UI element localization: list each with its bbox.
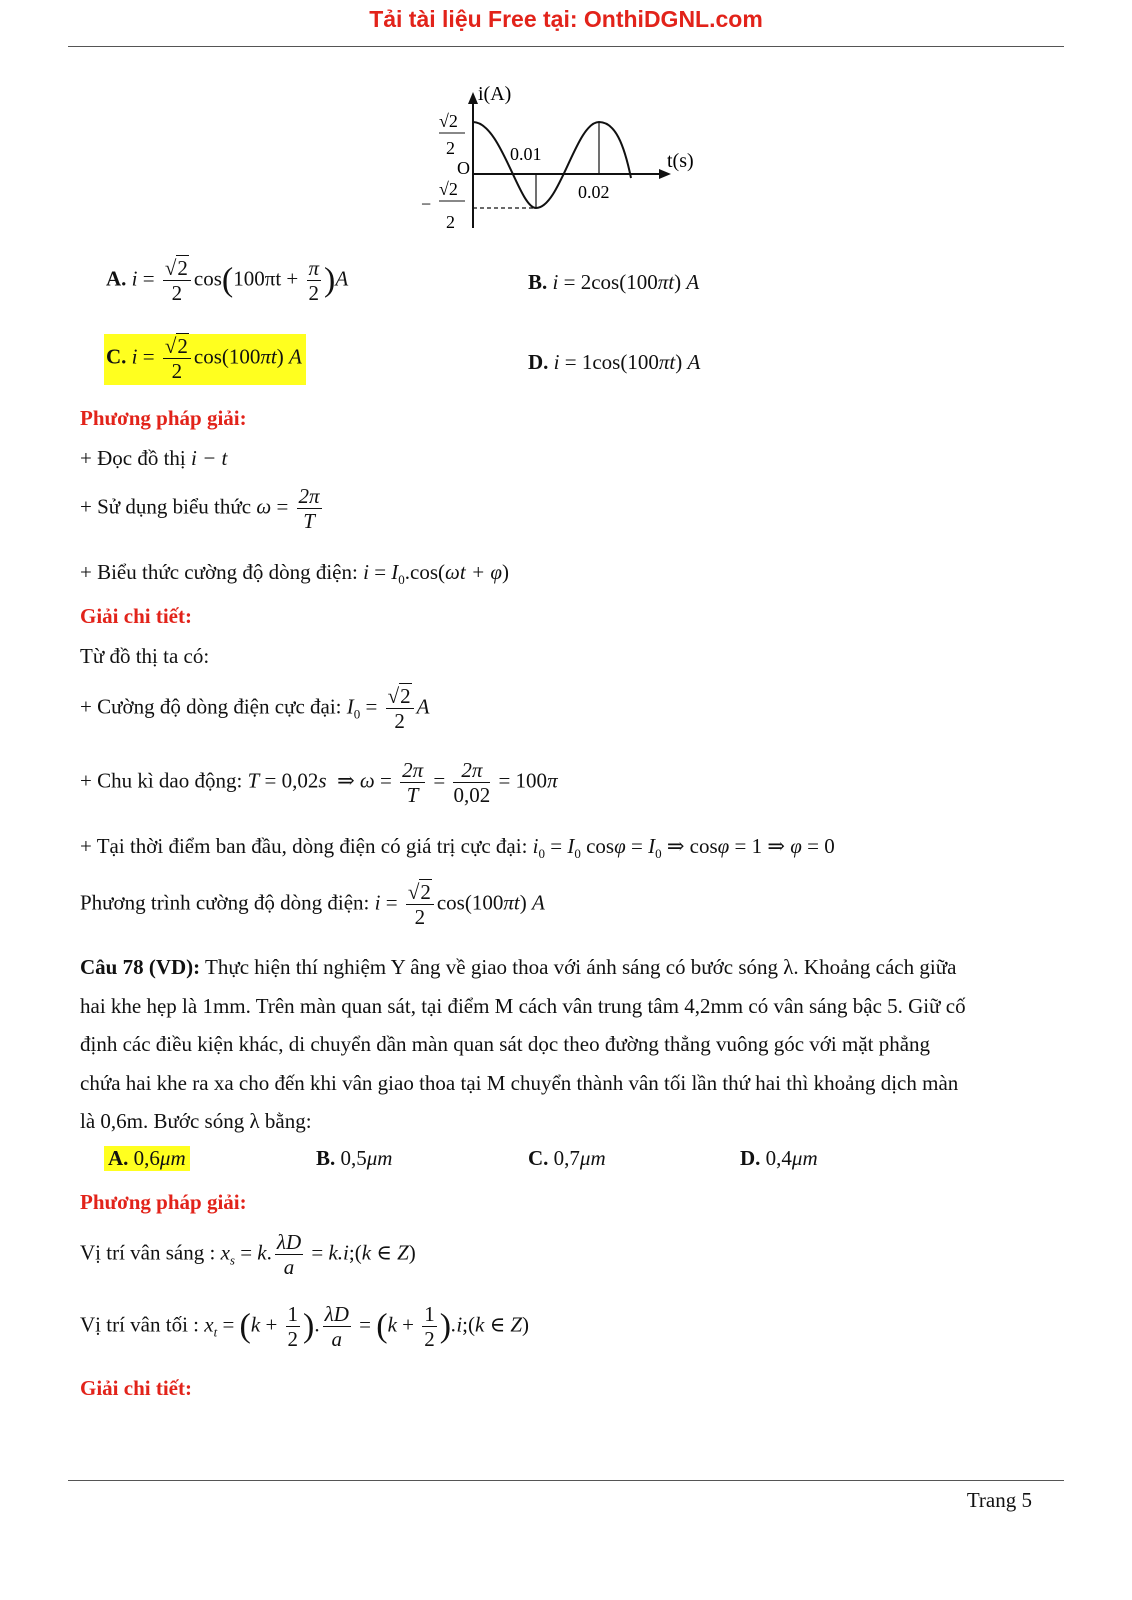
q77-option-b: B. i = 2cos(100πt) A <box>528 270 700 294</box>
q78-bright-fringe: Vị trí vân sáng : $x_s = k$. $\frac{\lambda D}{a}$ = k.i;(k ∈ Z) <box>80 1230 416 1280</box>
y-axis-label: i(A) <box>478 83 512 105</box>
y-bot-num: √2 <box>439 179 458 199</box>
y-top-num: √2 <box>439 111 458 131</box>
y-top-den: 2 <box>446 138 455 158</box>
tick-002: 0.02 <box>578 182 610 202</box>
q77-detail-3: + Tại thời điểm ban đầu, dòng điện có giá trị cực đại: $i_0 = I_0$ $\cos\varphi = I_0$ ⇒ cosφ = 1 ⇒ φ = 0 <box>80 834 835 862</box>
y-bot-den: 2 <box>446 212 455 232</box>
footer-rule <box>68 1480 1064 1481</box>
q77-detail-4: Phương trình cường độ dòng điện: i = $\frac{√2}{2}$ cos(100πt) A <box>80 880 545 930</box>
q78-option-a: A. 0,6μm <box>104 1146 190 1171</box>
q77-detail-intro: Từ đồ thị ta có: <box>80 644 210 668</box>
tick-001: 0.01 <box>510 144 542 164</box>
y-bot-sign: − <box>421 194 432 214</box>
q77-detail-2: + Chu kì dao động: T = 0,02s ⇒ ω = $\frac{2\pi}{T}$ = $\frac{2\pi}{0,02}$ = 100π <box>80 758 558 808</box>
q77-method-2: + Sử dụng biểu thức ω = $\frac{2\pi}{T}$ <box>80 484 320 534</box>
q78-option-c: C. 0,7μm <box>528 1146 606 1170</box>
q78-detail-heading: Giải chi tiết: <box>80 1376 192 1400</box>
q78-method-heading: Phương pháp giải: <box>80 1190 247 1214</box>
q78-question: Câu 78 (VD): Thực hiện thí nghiệm Y âng về giao thoa với ánh sáng có bước sóng λ. Khoảng cách giữa hai khe hẹp là 1mm. Trên màn quan sát, tại điểm M cách vân trung tâm 4,2mm có vân sáng bậc 5. Giữ cố định các điều kiện khác, di chuyển dần màn quan sát dọc theo đường thẳng vuông góc với mặt phẳng chứa hai khe ra xa cho đến khi vân giao thoa tại M chuyển thành vân tối lần thứ hai thì khoảng dịch màn là 0,6m. Bước sóng λ bằng: <box>80 955 966 1133</box>
q78-title: Câu 78 (VD): <box>80 955 201 979</box>
y-axis-arrow <box>468 92 478 104</box>
q77-option-c: C. i = $\frac{√2}{2}$ cos(100πt) A <box>104 334 306 385</box>
origin-label: O <box>457 158 470 178</box>
header-rule <box>68 46 1064 47</box>
q78-option-b: B. 0,5μm <box>316 1146 393 1170</box>
site-banner: Tải tài liệu Free tại: OnthiDGNL.com <box>369 6 763 32</box>
q77-detail-heading: Giải chi tiết: <box>80 604 192 628</box>
q77-option-d: D. i = 1cos(100πt) A <box>528 350 701 374</box>
q77-method-1: + Đọc đồ thị i − t <box>80 446 228 470</box>
q77-detail-1: + Cường độ dòng điện cực đại: $I_0$ = $\frac{√2}{2}$ A <box>80 684 430 734</box>
q78-dark-fringe: Vị trí vân tối : $x_t = (k$ + $\frac{1}{2}$ ). $\frac{\lambda D}{a}$ = (k + $\frac{1}{2}$ ).i;(k ∈ Z) <box>80 1302 530 1352</box>
q78-option-d: D. 0,4μm <box>740 1146 818 1170</box>
page-number: Trang 5 <box>966 1488 1032 1512</box>
q77-option-a: A. i = $\frac{√2}{2}$ cos(100πt + $\frac{\pi}{2}$ )A <box>106 256 349 306</box>
x-axis-label: t(s) <box>667 150 694 172</box>
q77-method-heading: Phương pháp giải: <box>80 406 247 430</box>
q77-method-3: + Biểu thức cường độ dòng điện: $i = I_0.\cos(\omega t + \varphi)$ <box>80 560 509 588</box>
current-time-graph <box>415 78 715 238</box>
